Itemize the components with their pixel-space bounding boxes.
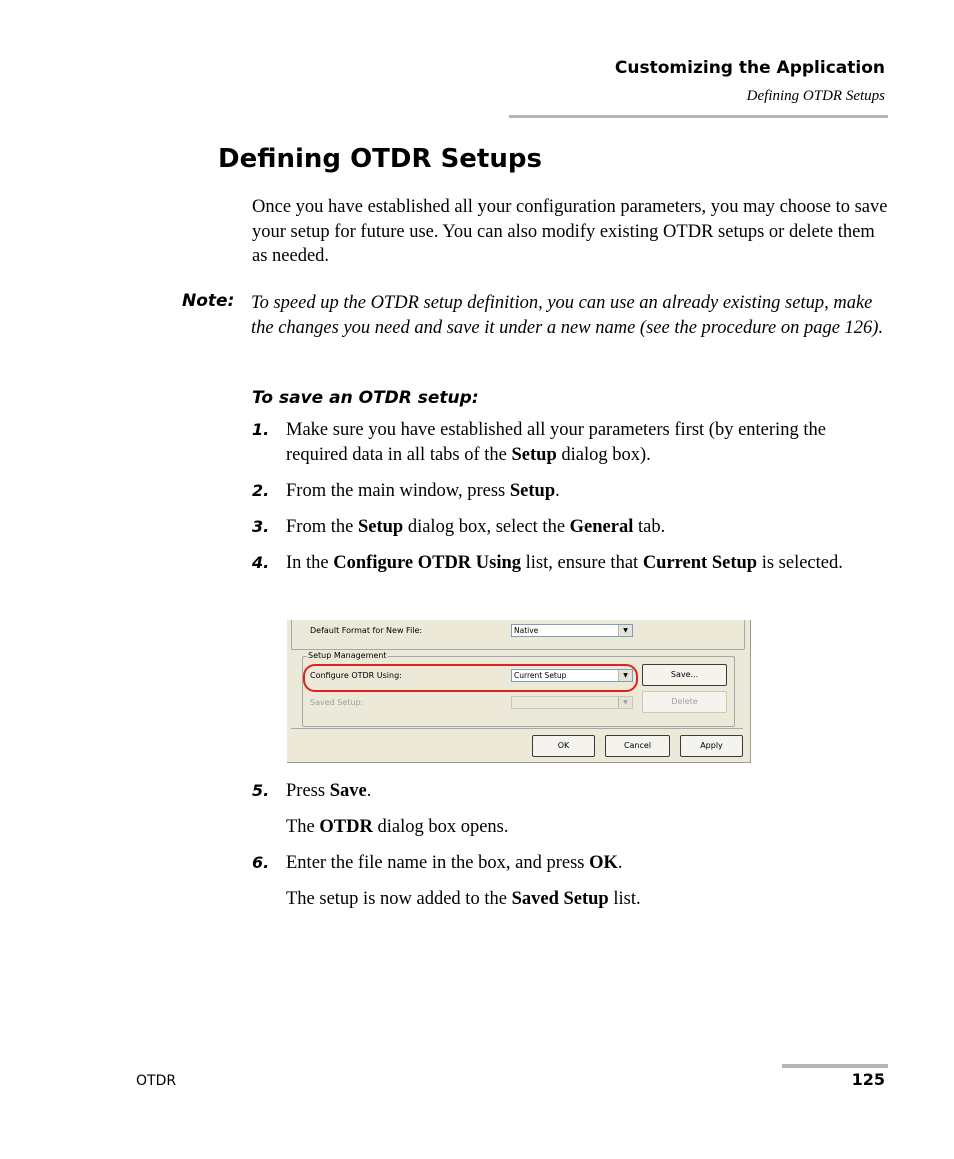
- step-text: From the main window, press Setup.: [286, 481, 560, 501]
- default-format-label: Default Format for New File:: [310, 626, 423, 635]
- configure-otdr-label: Configure OTDR Using:: [310, 671, 402, 680]
- setup-management-label: Setup Management: [308, 651, 387, 660]
- default-format-value: Native: [514, 626, 539, 635]
- step-result-text: The setup is now added to the Saved Setup list.: [286, 889, 641, 909]
- saved-setup-select[interactable]: [511, 696, 633, 709]
- chevron-down-icon: ▼: [618, 625, 632, 636]
- step-number: 3.: [252, 517, 270, 536]
- running-header-section: Defining OTDR Setups: [746, 88, 885, 104]
- intro-paragraph: Once you have established all your configuration parameters, you may choose to save your setup for future use. You can also modify existing OTDR setups or delete them as needed.: [252, 197, 888, 266]
- chevron-down-icon: ▼: [618, 697, 632, 708]
- step-text: In the Configure OTDR Using list, ensure that Current Setup is selected.: [286, 553, 843, 573]
- note-text: To speed up the OTDR setup definition, you can use an already existing setup, make the changes you need and save it under a new name (see the procedure on page 126).: [251, 293, 884, 338]
- step-text: From the Setup dialog box, select the General tab.: [286, 517, 666, 537]
- footer-product: OTDR: [136, 1073, 177, 1089]
- header-rule: [509, 115, 888, 118]
- default-format-select[interactable]: [511, 624, 633, 637]
- procedure-title: To save an OTDR setup:: [252, 388, 479, 408]
- footer-rule: [782, 1064, 888, 1068]
- save-button[interactable]: Save...: [642, 664, 727, 686]
- step-number: 6.: [252, 853, 270, 872]
- step-number: 2.: [252, 481, 270, 500]
- step-text: Enter the file name in the box, and press OK.: [286, 853, 623, 873]
- button-separator: [291, 728, 743, 729]
- step-number: 1.: [252, 420, 270, 439]
- step-number: 4.: [252, 553, 270, 572]
- cancel-button[interactable]: Cancel: [605, 735, 670, 757]
- saved-setup-label: Saved Setup:: [310, 698, 364, 707]
- setup-dialog-screenshot: [287, 620, 751, 763]
- highlight-outline: [303, 664, 638, 692]
- chevron-down-icon: ▼: [618, 670, 632, 681]
- step-text: Press Save.: [286, 781, 372, 801]
- page-title: Defining OTDR Setups: [218, 144, 542, 174]
- note-label: Note:: [182, 291, 235, 311]
- delete-button[interactable]: Delete: [642, 691, 727, 713]
- page-number: 125: [851, 1070, 885, 1089]
- step-number: 5.: [252, 781, 270, 800]
- ok-button[interactable]: OK: [532, 735, 595, 757]
- step-result-text: The OTDR dialog box opens.: [286, 817, 509, 837]
- step-text: Make sure you have established all your parameters first (by entering the required data in all tabs of the Setup dialog box).: [286, 420, 826, 465]
- apply-button[interactable]: Apply: [680, 735, 743, 757]
- configure-otdr-value: Current Setup: [514, 671, 567, 680]
- running-header-chapter: Customizing the Application: [614, 58, 885, 78]
